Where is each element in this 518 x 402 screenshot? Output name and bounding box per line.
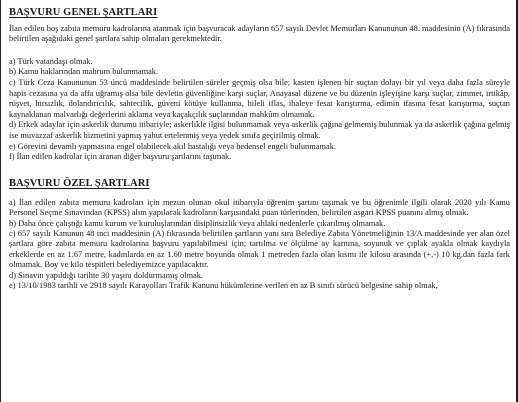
general-item-b: b) Kamu haklarından mahrum bulunmamak. [9, 67, 159, 77]
special-requirements-section [9, 178, 510, 292]
special-item-d: d) Sınavın yapıldığı tarihte 30 yaşını doldurmamış olmak. [9, 270, 203, 280]
general-item-a: a) Türk vatandaşı olmak. [9, 56, 93, 66]
general-requirements-intro: İlan edilen boş zabıta memuru kadrolarına atanmak için başvuracak adayların 657 sayılı Devlet Memurları Kanununun 48. maddesinin (A) fıkrasında belirtilen aşağıdaki genel şartlara sahip olmaları gerekmektedir. [9, 24, 510, 44]
special-item-e: e) 13/10/1983 tarihli ve 2918 sayılı Karayolları Trafik Kanunu hükümlerine verilen en az B sınıfı sürücü belgesine sahip olmak, [9, 281, 438, 290]
special-item-b: b) Daha önce çalıştığı kamu kurum ve kuruluşlarından disiplinsizlik veya ahlaki nedenlerle çıkarılmış olmamak. [9, 218, 386, 228]
general-requirements-list [9, 57, 510, 163]
special-requirements-list [9, 198, 510, 292]
general-item-c: c) Türk Ceza Kanununun 53 üncü maddesinde belirtilen süreler geçmiş olsa bile; kasten işlenen bir suçtan dolayı bir yıl veya daha fazla süreyle hapis cezasına ya da affa uğramış olsa bile devletin güvenliğine karşı suçlar, Anayasal düzene ve bu düzenin işleyişine karşı suçlar, zimmet, irtikâp, rüşvet, hırsızlık, dolandırıcılık, sahtecilik, güveni kötüye kullanma, hileli iflas, ihaleye fesat karıştırma, edimin ifasına fesat karıştırma, suçtan kaynaklanan malvarlığı değerlerini aklama veya kaçakçılık suçlarından mahkûm olmamak. [9, 78, 510, 119]
special-requirements-title: BAŞVURU ÖZEL ŞARTLARI [9, 177, 150, 189]
general-item-e: e) Görevini devamlı yapmasına engel olabilecek akıl hastalığı veya bedensel engeli bulunmamak. [9, 141, 336, 151]
general-requirements-title: BAŞVURU GENEL ŞARTLARI [9, 7, 158, 18]
general-requirements-section [9, 7, 510, 163]
special-item-a: a) İlan edilen zabıta memuru kadroları için mezun olunan okul itibarıyla öğrenim şartını taşımak ve bu öğrenimle ilgili olarak 2020 yılı Kamu Personel Seçme Sınavından (KPSS) alım yapılacak kadroların karşısındaki puan türlerinden, belirtilen asgari KPSS puanını almış olmak. [9, 197, 510, 218]
general-item-f: f) İlan edilen kadrolar için aranan diğer başvuru şartlarını taşımak. [9, 152, 232, 162]
special-item-c: c) 657 sayılı Kanunun 48 inci maddesinin (A) fıkrasında belirtilen şartların yanı sıra Belediye Zabıta Yönetmeliğinin 13/A maddesinde yer alan özel şartlara göre zabıta memuru kadrolarına başvuru yapılabilmesi için; tartılma ve ölçülme ay karnına, soyunuk ve çıplak ayakla olmak kaydıyla erkeklerde en az 1.67 metre, kadınlarda en az 1.60 metre boyunda olmak 1 metreden fazla olan kısmı ile kilosu arasında (+,-) 10 kg.dan fazla fark olmamak. Boy ve kilo tespitleri belediyemizce yapılacaktır. [9, 228, 510, 270]
general-item-d: d) Erkek adaylar için askerlik durumu itibariyle; askerlikle ilgisi bulunmamak veya askerlik çağına gelmemiş bulunmak ya da askerlik çağına gelmiş ise muvazzaf askerlik hizmetini yapmış yahut ertelenmiş veya yedek sınıfa geçirilmiş olmak. [9, 120, 510, 140]
